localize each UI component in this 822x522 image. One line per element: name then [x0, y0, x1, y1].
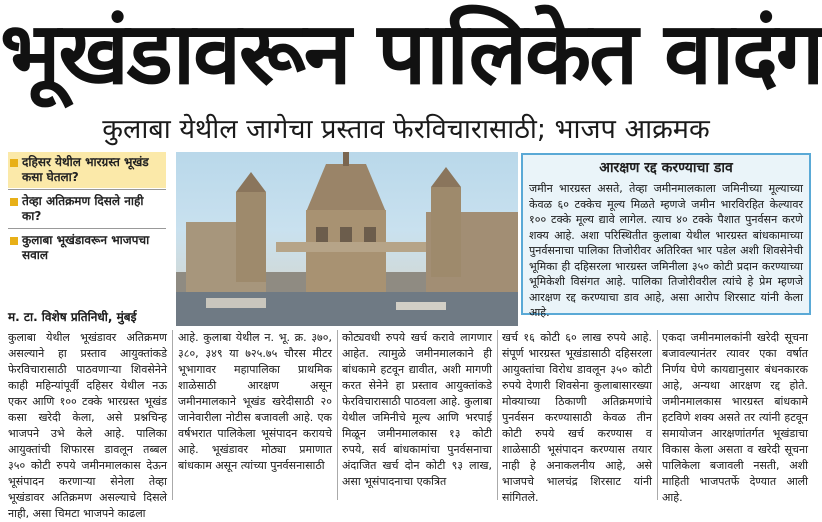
column-divider [172, 330, 173, 500]
divider [8, 228, 166, 229]
column-text: कोट्यवधी रुपये खर्च करावे लागणार आहेत. त्यामुळे जमीनमालकाने ही बांधकामे हटवून द्यावीत, अशी मागणी करत सेनेने हा प्रस्ताव आयुक्तांकडे फेरविचारासाठी पाठवला आहे. कुलाबा येथील जमिनीचे मूल्य आणि भरपाई मिळून जमीनमालकास १३ कोटी रुपये, सर्व बांधकामांचा पुनर्वसनाचा अंदाजित खर्च दोन कोटी ९३ लाख, असा भूसंपादनाचा एकत्रित [342, 331, 492, 488]
square-bullet-icon [10, 159, 18, 167]
column-text: कुलाबा येथील भूखंडावर अतिक्रमण असल्याने हा प्रस्ताव आयुक्तांकडे फेरविचारासाठी पाठवणाऱ्या शिवसेनेने काही महिन्यांपूर्वी दहिसर येथील नऊ एकर आणि १०० टक्के भारग्रस्त भूखंड कसा खरेदी केला, असे प्रश्नचिन्ह भाजपने उभे केले आहे. पालिका आयुक्तांची शिफारस डावलून तब्बल ३५० कोटी रुपये जमीनमालकास देऊन भूसंपादन करणाऱ्या सेनेला तेव्हा भूखंडावर अतिक्रमण असल्याचे दिसले नाही, असा चिमटा भाजपने काढला [8, 331, 167, 520]
sidebar-item [8, 230, 166, 266]
municipal-building-illustration [176, 152, 518, 326]
column-text: आहे. कुलाबा येथील न. भू. क्र. ३७०, ३८०, ३४९ या ७२५.७५ चौरस मीटर भूभागावर महापालिका प्राथमिक शाळेसाठी आरक्षण असून जमीनमालकाने भूखंड खरेदीसाठी २० जानेवारीला नोटीस बजावली आहे. एक वर्षभरात पालिकेला भूसंपादन करायचे आहे. भूखंडावर मोठ्या प्रमाणात बांधकाम असून त्यांच्या पुनर्वसनासाठी [178, 331, 332, 472]
article-column [176, 330, 338, 500]
square-bullet-icon [10, 198, 18, 206]
box-text: जमीन भारग्रस्त असते, तेव्हा जमीनमालकाला जमिनीच्या मूल्याच्या केवळ ६० टक्केच मूल्य मिळते म्हणजे जमीन भारविरहित केल्यावर १०० टक्के मूल्य द्यावे लागेल. त्याच ४० टक्के पैशात पुनर्वसन करणे शक्य आहे. अशा परिस्थितीत कुलाबा येथील भारग्रस्त बांधकामाच्या पुनर्वसनाचा पालिका तिजोरीवर अतिरिक्त भार पडेल अशी शिवसेनेची भूमिका ही दहिसरला भारग्रस्त जमिनीला ३५० कोटी प्रदान करण्याच्या भूमिकेशी विसंगत आहे. पालिका तिजोरीवरील त्यांचे हे प्रेम म्हणजे आरक्षण रद्द करण्याचा डाव आहे, असा आरोप शिरसाट यांनी केला आहे. [529, 182, 803, 319]
sidebar-item-label: कुलाबा भूखंडावरून भाजपचा सवाल [22, 233, 150, 262]
article-column [8, 330, 173, 520]
building-photo [176, 152, 518, 326]
sidebar-item [8, 152, 166, 188]
headline: भूखंडावरून पालिकेत वादंग [0, 4, 822, 104]
box-title: आरक्षण रद्द करण्याचा डाव [599, 160, 733, 176]
column-text: खर्च १६ कोटी ६० लाख रुपये आहे. संपूर्ण भारग्रस्त भूखंडासाठी दहिसरला आयुक्तांचा विरोध डावलून ३५० कोटी रुपये देणारी शिवसेना कुलाबासारख्या मोक्याच्या ठिकाणी अतिक्रमणांचे पुनर्वसन करण्यासाठी केवळ तीन कोटी रुपये खर्च करण्यास व शाळेसाठी भूसंपादन करण्यास तयार नाही हे अनाकलनीय आहे, असे भाजपचे भालचंद्र शिरसाट यांनी सांगितले. [502, 331, 652, 504]
byline: म. टा. विशेष प्रतिनिधी, मुंबई [8, 310, 137, 324]
divider [8, 189, 166, 190]
sidebar-item-label: तेव्हा अतिक्रमण दिसले नाही का? [22, 194, 144, 223]
square-bullet-icon [10, 237, 18, 245]
article-column [498, 330, 658, 504]
article-column [658, 330, 810, 504]
sidebar-box-reservation [521, 153, 811, 319]
sidebar-questions [8, 152, 166, 307]
sidebar-item-label: दहिसर येथील भारग्रस्त भूखंड कसा घेतला? [22, 155, 149, 184]
subheadline: कुलाबा येथील जागेचा प्रस्ताव फेरविचारासाठी; भाजप आक्रमक [102, 114, 710, 145]
column-text: एकदा जमीनमालकांनी खरेदी सूचना बजावल्यानंतर त्यावर एका वर्षात निर्णय घेणे कायद्यानुसार बंधनकारक आहे, अन्यथा आरक्षण रद्द होते. जमीनमालकास भारग्रस्त बांधकामे हटविणे शक्य असते तर त्यांनी हटवून समायोजन आरक्षणांतर्गत भूखंडाचा विकास केला असता व खरेदी सूचना पालिकेला बजावली नसती, अशी माहिती भाजपतर्फे देण्यात आली आहे. [662, 331, 808, 504]
sidebar-item [8, 191, 166, 227]
article-column [338, 330, 498, 500]
